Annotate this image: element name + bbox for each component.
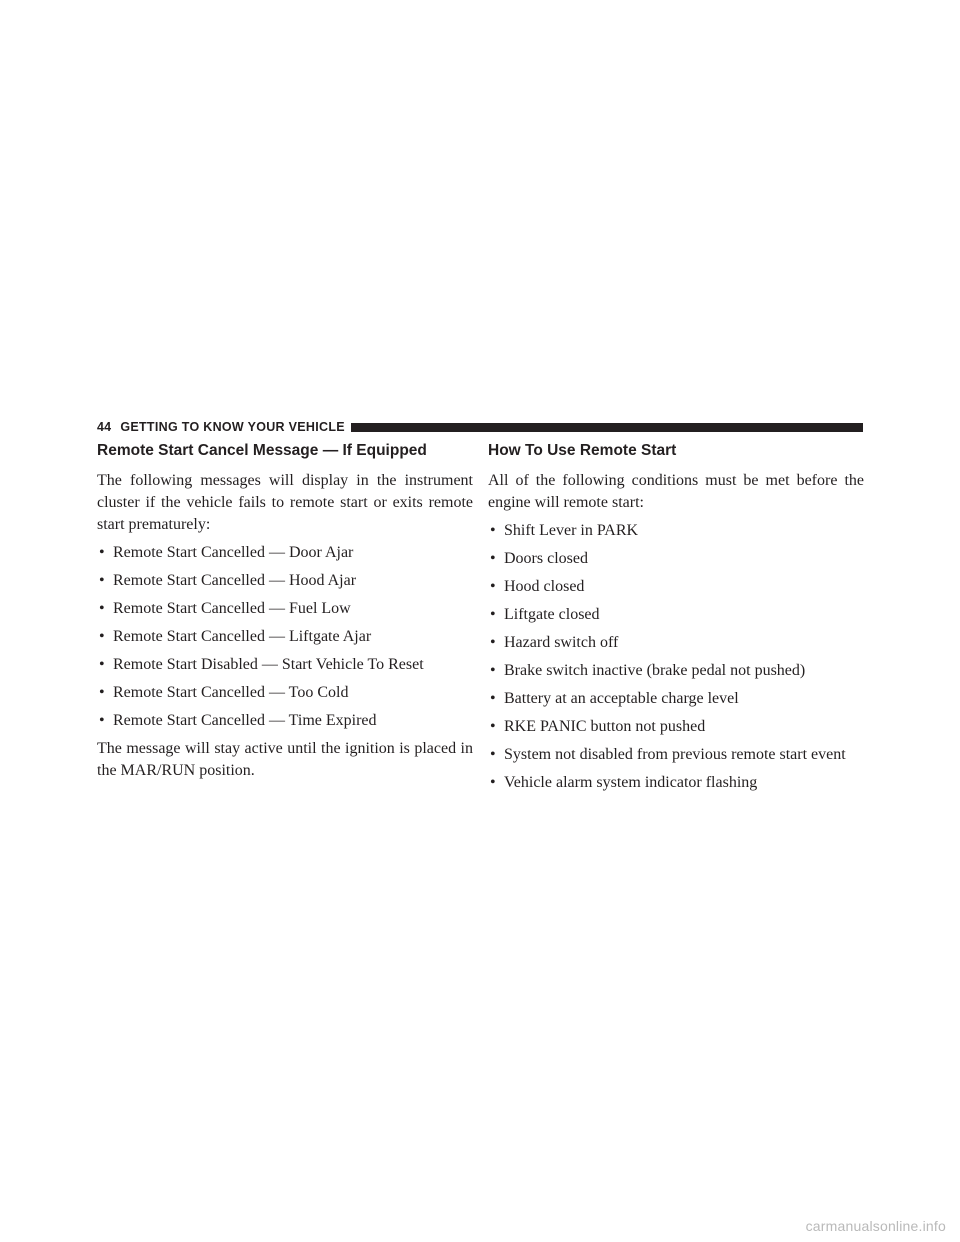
right-column (488, 440, 864, 800)
list-item (488, 688, 864, 710)
list-item (488, 548, 864, 570)
list-item (97, 570, 473, 592)
list-item-text: Liftgate closed (504, 606, 600, 623)
list-item-text: System not disabled from previous remote start event (504, 746, 846, 763)
list-item-text: Remote Start Cancelled — Door Ajar (113, 544, 354, 561)
bullet-icon: • (490, 690, 496, 707)
list-item (488, 604, 864, 626)
bullet-icon: • (490, 578, 496, 595)
list-item-text: Remote Start Cancelled — Too Cold (113, 684, 349, 701)
header-rule (351, 423, 863, 432)
list-item-text: Hazard switch off (504, 634, 619, 651)
list-item (488, 772, 864, 794)
left-column (97, 440, 473, 788)
list-item (97, 626, 473, 648)
list-item-text: Hood closed (504, 578, 585, 595)
list-item-text: Battery at an acceptable charge level (504, 690, 739, 707)
bullet-icon: • (99, 656, 105, 673)
bullet-icon: • (99, 544, 105, 561)
list-item-text: Remote Start Cancelled — Hood Ajar (113, 572, 357, 589)
list-item-text: Vehicle alarm system indicator flashing (504, 774, 758, 791)
bullet-icon: • (99, 572, 105, 589)
cancel-intro-paragraph: The following messages will display in the instrument cluster if the vehicle fails to remote start or exits remote start prematurely: (97, 472, 473, 533)
conditions-intro-paragraph: All of the following conditions must be met before the engine will remote start: (488, 472, 864, 511)
list-item (97, 710, 473, 732)
bullet-icon: • (490, 522, 496, 539)
list-item (97, 654, 473, 676)
list-item (488, 520, 864, 542)
list-item-text: Remote Start Disabled — Start Vehicle To Reset (113, 656, 424, 673)
list-item-text: Shift Lever in PARK (504, 522, 639, 539)
bullet-icon: • (99, 684, 105, 701)
bullet-icon: • (99, 712, 105, 729)
list-item-text: RKE PANIC button not pushed (504, 718, 706, 735)
list-item (488, 576, 864, 598)
remote-start-cancel-heading: Remote Start Cancel Message — If Equipped (97, 442, 427, 459)
bullet-icon: • (99, 600, 105, 617)
watermark: carmanualsonline.info (805, 1218, 946, 1234)
page-header (97, 419, 863, 435)
bullet-icon: • (490, 774, 496, 791)
list-item (488, 716, 864, 738)
bullet-icon: • (490, 718, 496, 735)
list-item-text: Remote Start Cancelled — Liftgate Ajar (113, 628, 372, 645)
section-title: GETTING TO KNOW YOUR VEHICLE (120, 420, 345, 434)
conditions-list (488, 520, 864, 794)
how-to-use-heading: How To Use Remote Start (488, 442, 677, 459)
cancel-message-list (97, 542, 473, 732)
list-item (488, 660, 864, 682)
list-item-text: Brake switch inactive (brake pedal not pushed) (504, 662, 806, 679)
list-item (97, 542, 473, 564)
bullet-icon: • (490, 550, 496, 567)
list-item-text: Remote Start Cancelled — Fuel Low (113, 600, 351, 617)
list-item (97, 598, 473, 620)
bullet-icon: • (99, 628, 105, 645)
cancel-closing-paragraph: The message will stay active until the ignition is placed in the MAR/RUN position. (97, 740, 473, 779)
list-item (488, 744, 864, 766)
bullet-icon: • (490, 662, 496, 679)
page-number: 44 (97, 420, 112, 434)
bullet-icon: • (490, 606, 496, 623)
list-item (97, 682, 473, 704)
list-item-text: Remote Start Cancelled — Time Expired (113, 712, 377, 729)
bullet-icon: • (490, 634, 496, 651)
bullet-icon: • (490, 746, 496, 763)
list-item-text: Doors closed (504, 550, 588, 567)
list-item (488, 632, 864, 654)
